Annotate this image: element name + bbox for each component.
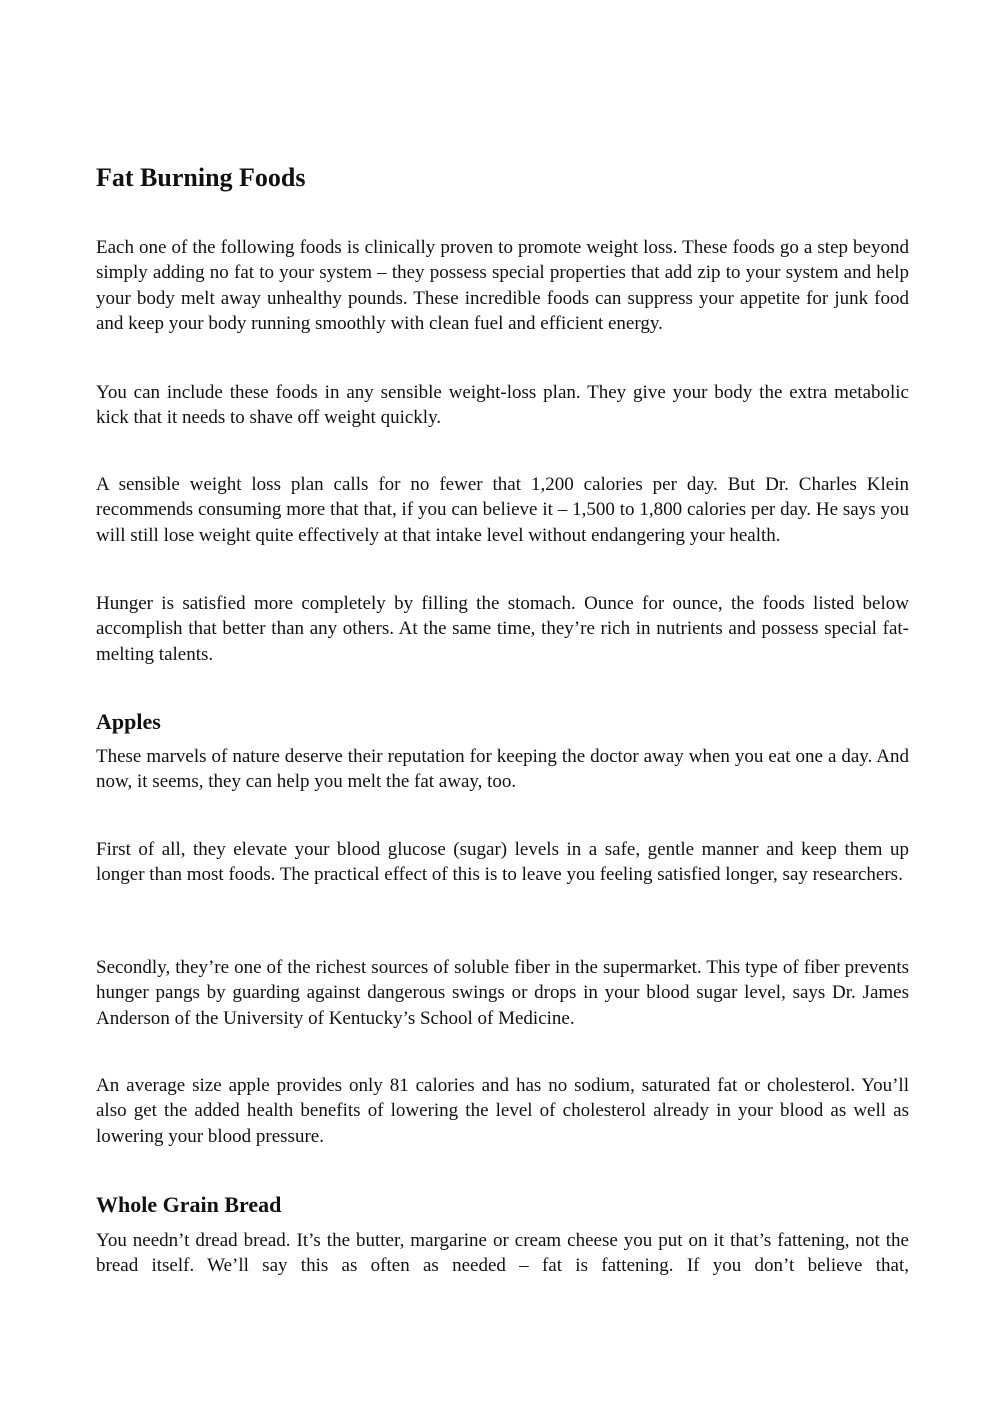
intro-paragraph-1: Each one of the following foods is clinically proven to promote weight loss. These foods go a step beyond simply adding no fat to your system – they possess special properties that add zip to your system and help your body melt away unhealthy pounds. These incredible foods can suppress your appetite for junk food and keep your body running smoothly with clean fuel and efficient energy.: [96, 237, 909, 335]
apples-paragraph-4: An average size apple provides only 81 calories and has no sodium, saturated fat or cholesterol. You’ll also get the added health benefits of lowering the level of cholesterol already in your blood as well as lowering your blood pressure.: [96, 1075, 909, 1147]
intro-paragraph-2: You can include these foods in any sensible weight-loss plan. They give your body the extra metabolic kick that it needs to shave off weight quickly.: [96, 382, 909, 429]
bread-paragraph-1: You needn’t dread bread. It’s the butter, margarine or cream cheese you put on it that’s fattening, not the bread itself. We’ll say this as often as needed – fat is fattening. If you don’t believe that,: [96, 1230, 909, 1277]
page-title: Fat Burning Foods: [96, 163, 306, 192]
apples-paragraph-1: These marvels of nature deserve their reputation for keeping the doctor away when you eat one a day. And now, it seems, they can help you melt the fat away, too.: [96, 746, 909, 793]
apples-paragraph-2: First of all, they elevate your blood glucose (sugar) levels in a safe, gentle manner and keep them up longer than most foods. The practical effect of this is to leave you feeling satisfied longer, say researchers.: [96, 839, 909, 886]
section-heading-whole-grain-bread: Whole Grain Bread: [96, 1192, 282, 1217]
intro-paragraph-4: Hunger is satisfied more completely by filling the stomach. Ounce for ounce, the foods listed below accomplish that better than any others. At the same time, they’re rich in nutrients and possess special fat-melting talents.: [96, 593, 909, 665]
intro-paragraph-3: A sensible weight loss plan calls for no fewer that 1,200 calories per day. But Dr. Charles Klein recommends consuming more that that, if you can believe it – 1,500 to 1,800 calories per day. He says you will still lose weight quite effectively at that intake level without endangering your health.: [96, 474, 909, 546]
section-heading-apples: Apples: [96, 709, 161, 734]
apples-paragraph-3: Secondly, they’re one of the richest sources of soluble fiber in the supermarket. This type of fiber prevents hunger pangs by guarding against dangerous swings or drops in your blood sugar level, says Dr. James Anderson of the University of Kentucky’s School of Medicine.: [96, 957, 909, 1029]
